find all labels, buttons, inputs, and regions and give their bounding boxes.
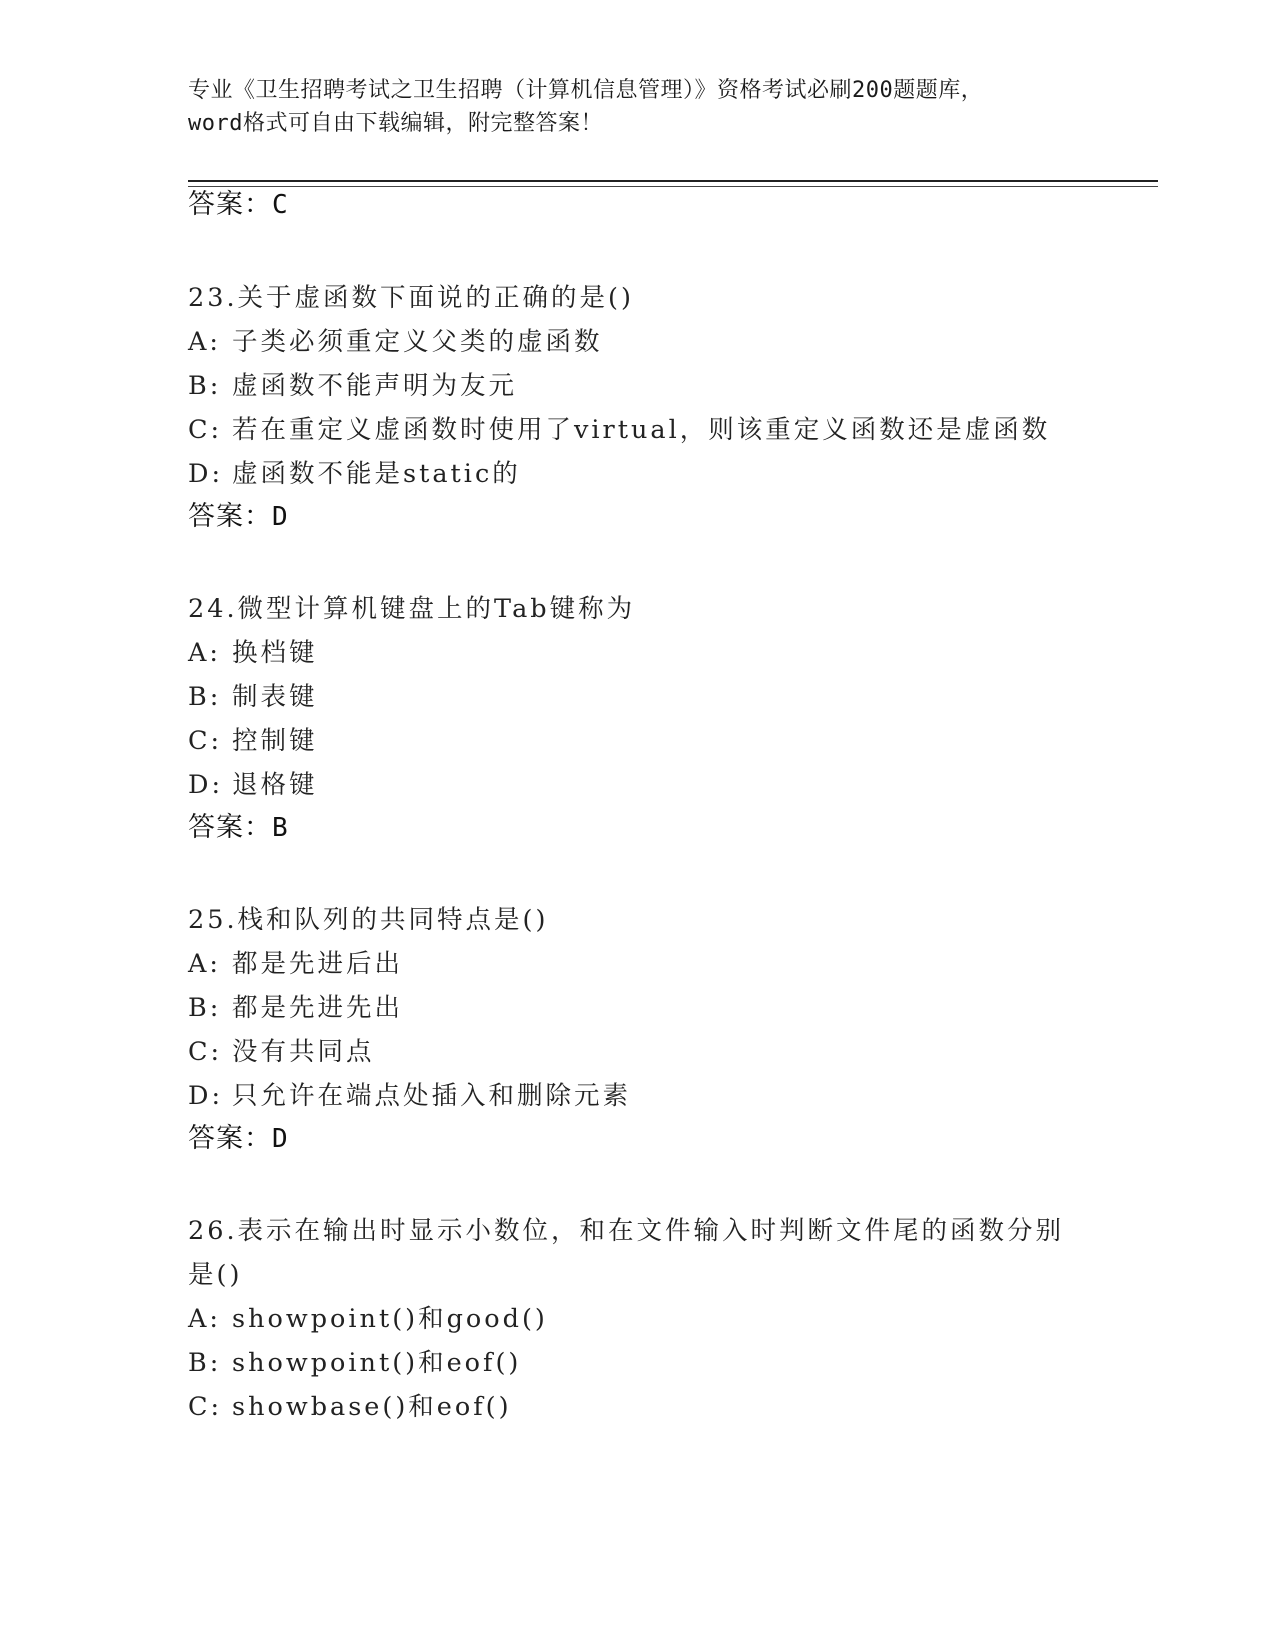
option-text: 退格键: [232, 770, 318, 800]
option-line: [188, 1346, 521, 1380]
answer-label: 答案：: [188, 189, 272, 220]
option-text: showbase()和eof(): [232, 1392, 512, 1422]
option-key: B:: [188, 371, 222, 401]
option-line: [188, 636, 318, 670]
answer-value: C: [272, 190, 289, 220]
option-key: A:: [188, 949, 222, 979]
option-key: B:: [188, 1348, 222, 1378]
question-title: 25.栈和队列的共同特点是(): [188, 905, 549, 935]
option-key: C:: [188, 415, 223, 445]
answer-value: B: [272, 813, 289, 843]
option-line: [188, 457, 521, 491]
option-key: A:: [188, 1304, 222, 1334]
option-key: D:: [188, 1081, 224, 1111]
option-line: [188, 369, 517, 403]
answer-value: D: [272, 1124, 289, 1154]
option-line: [188, 325, 603, 359]
option-line: [188, 724, 318, 758]
header-line-1: 专业《卫生招聘考试之卫生招聘（计算机信息管理）》资格考试必刷200题题库，: [188, 78, 984, 103]
option-text: 换档键: [232, 638, 318, 668]
question-title-continued: 是(): [188, 1260, 243, 1290]
option-key: B:: [188, 682, 222, 712]
option-line: [188, 1035, 375, 1069]
option-text: 没有共同点: [232, 1037, 375, 1067]
option-key: C:: [188, 726, 223, 756]
answer-value: D: [272, 502, 289, 532]
option-text: 虚函数不能声明为友元: [232, 371, 518, 401]
option-key: C:: [188, 1037, 223, 1067]
option-key: C:: [188, 1392, 223, 1422]
option-text: 只允许在端点处插入和删除元素: [232, 1081, 632, 1111]
document-header: [188, 74, 1088, 140]
answer-line: [188, 811, 289, 845]
option-text: 子类必须重定义父类的虚函数: [232, 327, 603, 357]
option-text: 若在重定义虚函数时使用了virtual，则该重定义函数还是虚函数: [232, 415, 1051, 445]
option-line: [188, 1302, 548, 1336]
option-text: 控制键: [232, 726, 318, 756]
header-divider-thin: [188, 186, 1158, 187]
option-line: [188, 413, 1050, 447]
option-line: [188, 947, 403, 981]
option-text: 都是先进先出: [232, 993, 404, 1023]
option-text: 制表键: [232, 682, 318, 712]
header-line-2: word格式可自由下载编辑，附完整答案！: [188, 111, 603, 136]
option-line: [188, 768, 318, 802]
option-line: [188, 1079, 631, 1113]
answer-label: 答案：: [188, 812, 272, 843]
option-text: showpoint()和eof(): [232, 1348, 522, 1378]
question-title: 24.微型计算机键盘上的Tab键称为: [188, 594, 636, 624]
option-text: 虚函数不能是static的: [232, 459, 521, 489]
option-text: 都是先进后出: [232, 949, 404, 979]
option-line: [188, 680, 318, 714]
question-title: 26.表示在输出时显示小数位，和在文件输入时判断文件尾的函数分别: [188, 1216, 1065, 1246]
answer-label: 答案：: [188, 501, 272, 532]
answer-line: [188, 500, 289, 534]
option-line: [188, 991, 403, 1025]
option-key: D:: [188, 770, 224, 800]
header-divider-thick: [188, 180, 1158, 182]
option-key: A:: [188, 638, 222, 668]
option-key: A:: [188, 327, 222, 357]
option-line: [188, 1390, 512, 1424]
option-key: D:: [188, 459, 224, 489]
option-text: showpoint()和good(): [232, 1304, 548, 1334]
question-title: 23.关于虚函数下面说的正确的是(): [188, 283, 634, 313]
answer-line: [188, 1122, 289, 1156]
option-key: B:: [188, 993, 222, 1023]
answer-line: [188, 188, 289, 222]
answer-label: 答案：: [188, 1123, 272, 1154]
